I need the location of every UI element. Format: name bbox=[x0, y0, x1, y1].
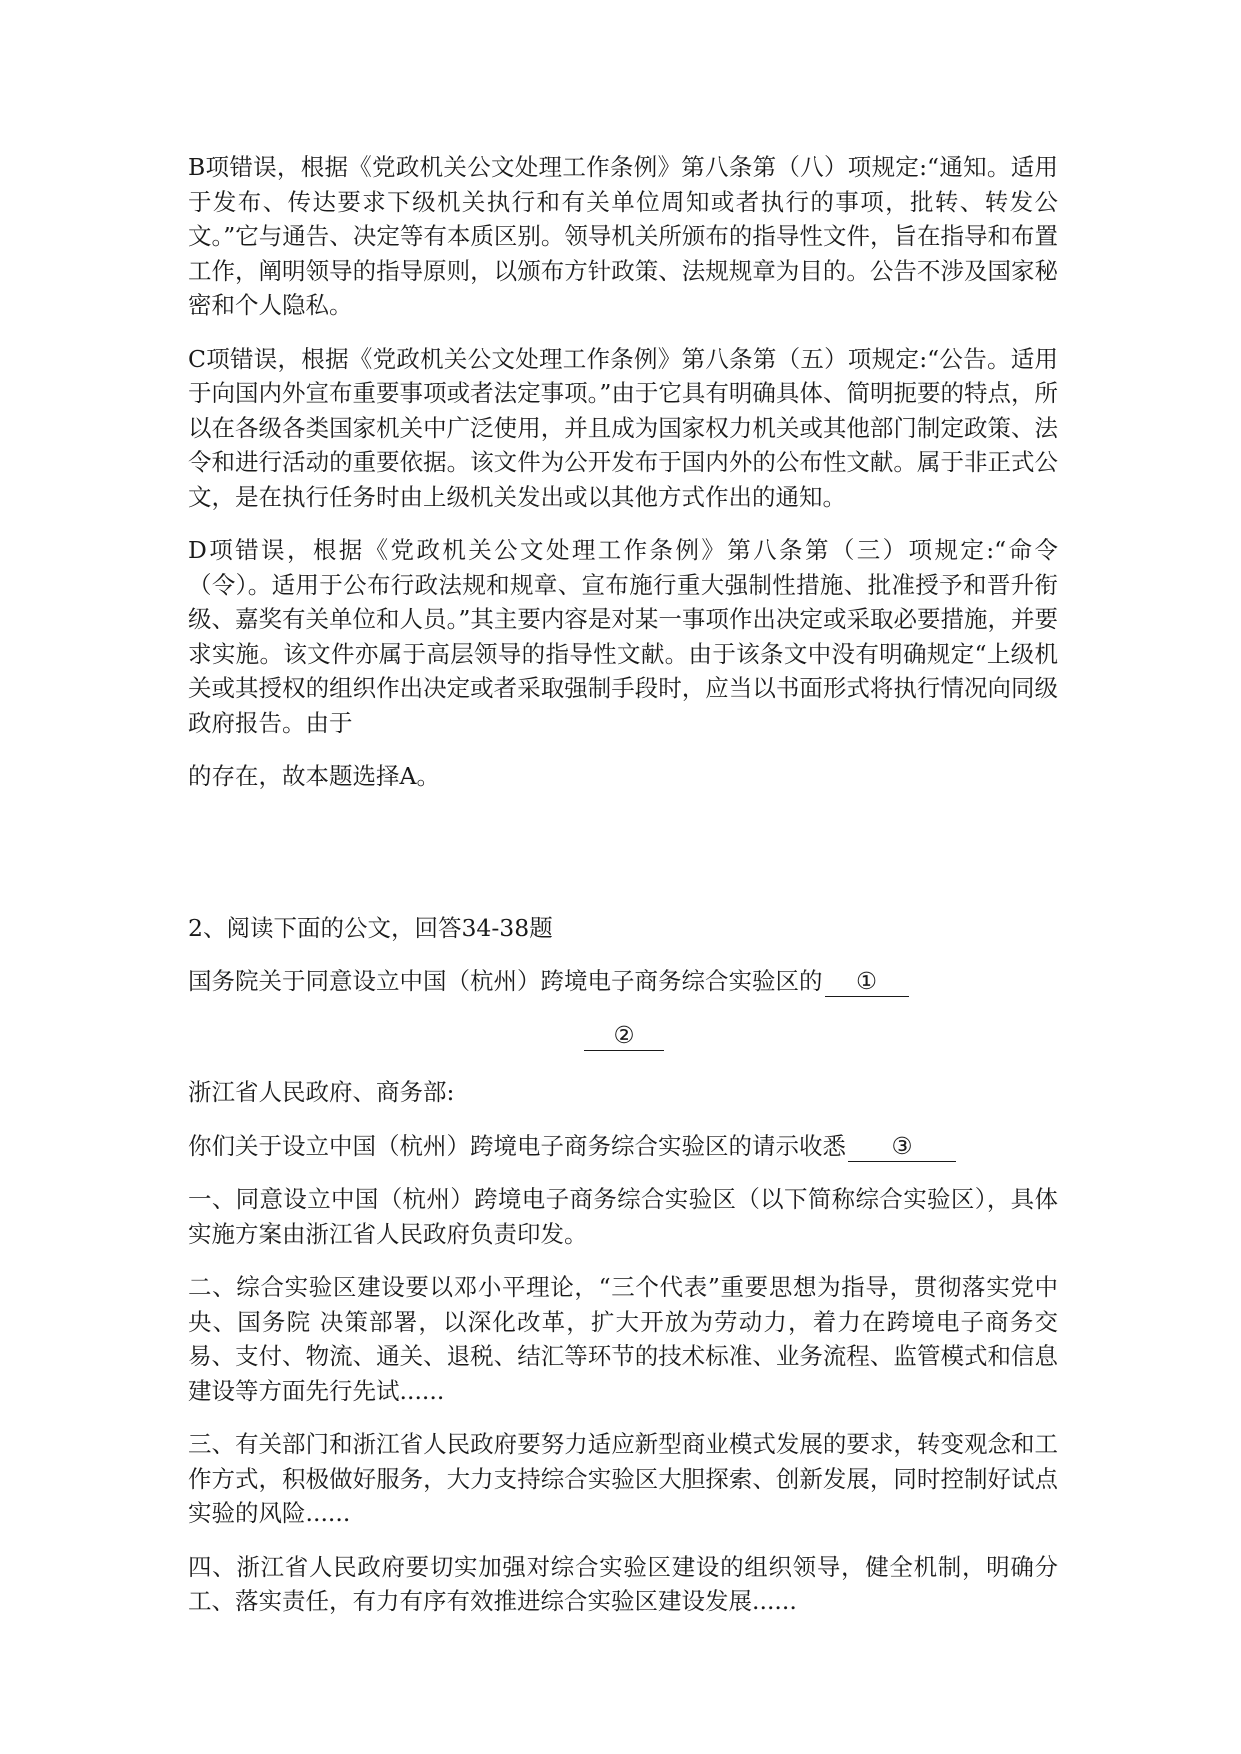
document-item-3: 三、有关部门和浙江省人民政府要努力适应新型商业模式发展的要求，转变观念和工作方式，积极做好服务，大力支持综合实验区大胆探索、创新发展，同时控制好试点实验的风险...... bbox=[188, 1430, 1058, 1527]
question-heading: 2、阅读下面的公文，回答34-38题 bbox=[188, 913, 553, 942]
addressee: 浙江省人民政府、商务部: bbox=[188, 1078, 455, 1106]
document-item-4: 四、浙江省人民政府要切实加强对综合实验区建设的组织领导，健全机制，明确分工、落实责任，有力有序有效推进综合实验区建设发展...... bbox=[188, 1552, 1058, 1615]
explanation-conclusion: 的存在，故本题选择A。 bbox=[188, 762, 440, 790]
document-content bbox=[188, 150, 1058, 1638]
explanation-option-c: C项错误，根据《党政机关公文处理工作条例》第八条第（五）项规定:“公告。适用于向国内外宣布重要事项或者法定事项。”由于它具有明确具体、简明扼要的特点，所以在各级各类国家机关中广泛使用，并且成为国家权力机关或其他部门制定政策、法令和进行活动的重要依据。该文件为公开发布于国内外的公布性文献。属于非正式公文，是在执行任务时由上级机关发出或以其他方式作出的通知。 bbox=[188, 344, 1058, 511]
document-item-1: 一、同意设立中国（杭州）跨境电子商务综合实验区（以下简称综合实验区），具体实施方案由浙江省人民政府负责印发。 bbox=[188, 1185, 1058, 1248]
reply-line bbox=[188, 1129, 1058, 1164]
document-title-text: 国务院关于同意设立中国（杭州）跨境电子商务综合实验区的 bbox=[188, 967, 823, 995]
document-title-line bbox=[188, 964, 1058, 999]
blank-3: ③ bbox=[848, 1131, 956, 1162]
explanation-option-b: B项错误，根据《党政机关公文处理工作条例》第八条第（八）项规定:“通知。适用于发布、传达要求下级机关执行和有关单位周知或者执行的事项，批转、转发公文。”它与通告、决定等有本质区别。领导机关所颁布的指导性文件，旨在指导和布置工作，阐明领导的指导原则，以颁布方针政策、法规规章为目的。公告不涉及国家秘密和个人隐私。 bbox=[188, 153, 1058, 319]
blank-1: ① bbox=[825, 966, 909, 997]
section-spacer bbox=[188, 813, 1058, 911]
reply-text: 你们关于设立中国（杭州）跨境电子商务综合实验区的请示收悉 bbox=[188, 1131, 846, 1160]
blank-2: ② bbox=[584, 1020, 664, 1051]
document-item-2: 二、综合实验区建设要以邓小平理论，“三个代表”重要思想为指导，贯彻落实党中央、国务院 决策部署，以深化改革，扩大开放为劳动力，着力在跨境电子商务交易、支付、物流、通关、退税、结汇等环节的技术标准、业务流程、监管模式和信息建设等方面先行先试...... bbox=[188, 1273, 1058, 1405]
document-title-line-2 bbox=[188, 1018, 1058, 1053]
explanation-option-d: D项错误，根据《党政机关公文处理工作条例》第八条第（三）项规定:“命令（令）。适用于公布行政法规和规章、宣布施行重大强制性措施、批准授予和晋升衔级、嘉奖有关单位和人员。”其主要内容是对某一事项作出决定或采取必要措施，并要求实施。该文件亦属于高层领导的指导性文献。由于该条文中没有明确规定“上级机关或其授权的组织作出决定或者采取强制手段时，应当以书面形式将执行情况向同级政府报告。由于 bbox=[188, 536, 1058, 737]
